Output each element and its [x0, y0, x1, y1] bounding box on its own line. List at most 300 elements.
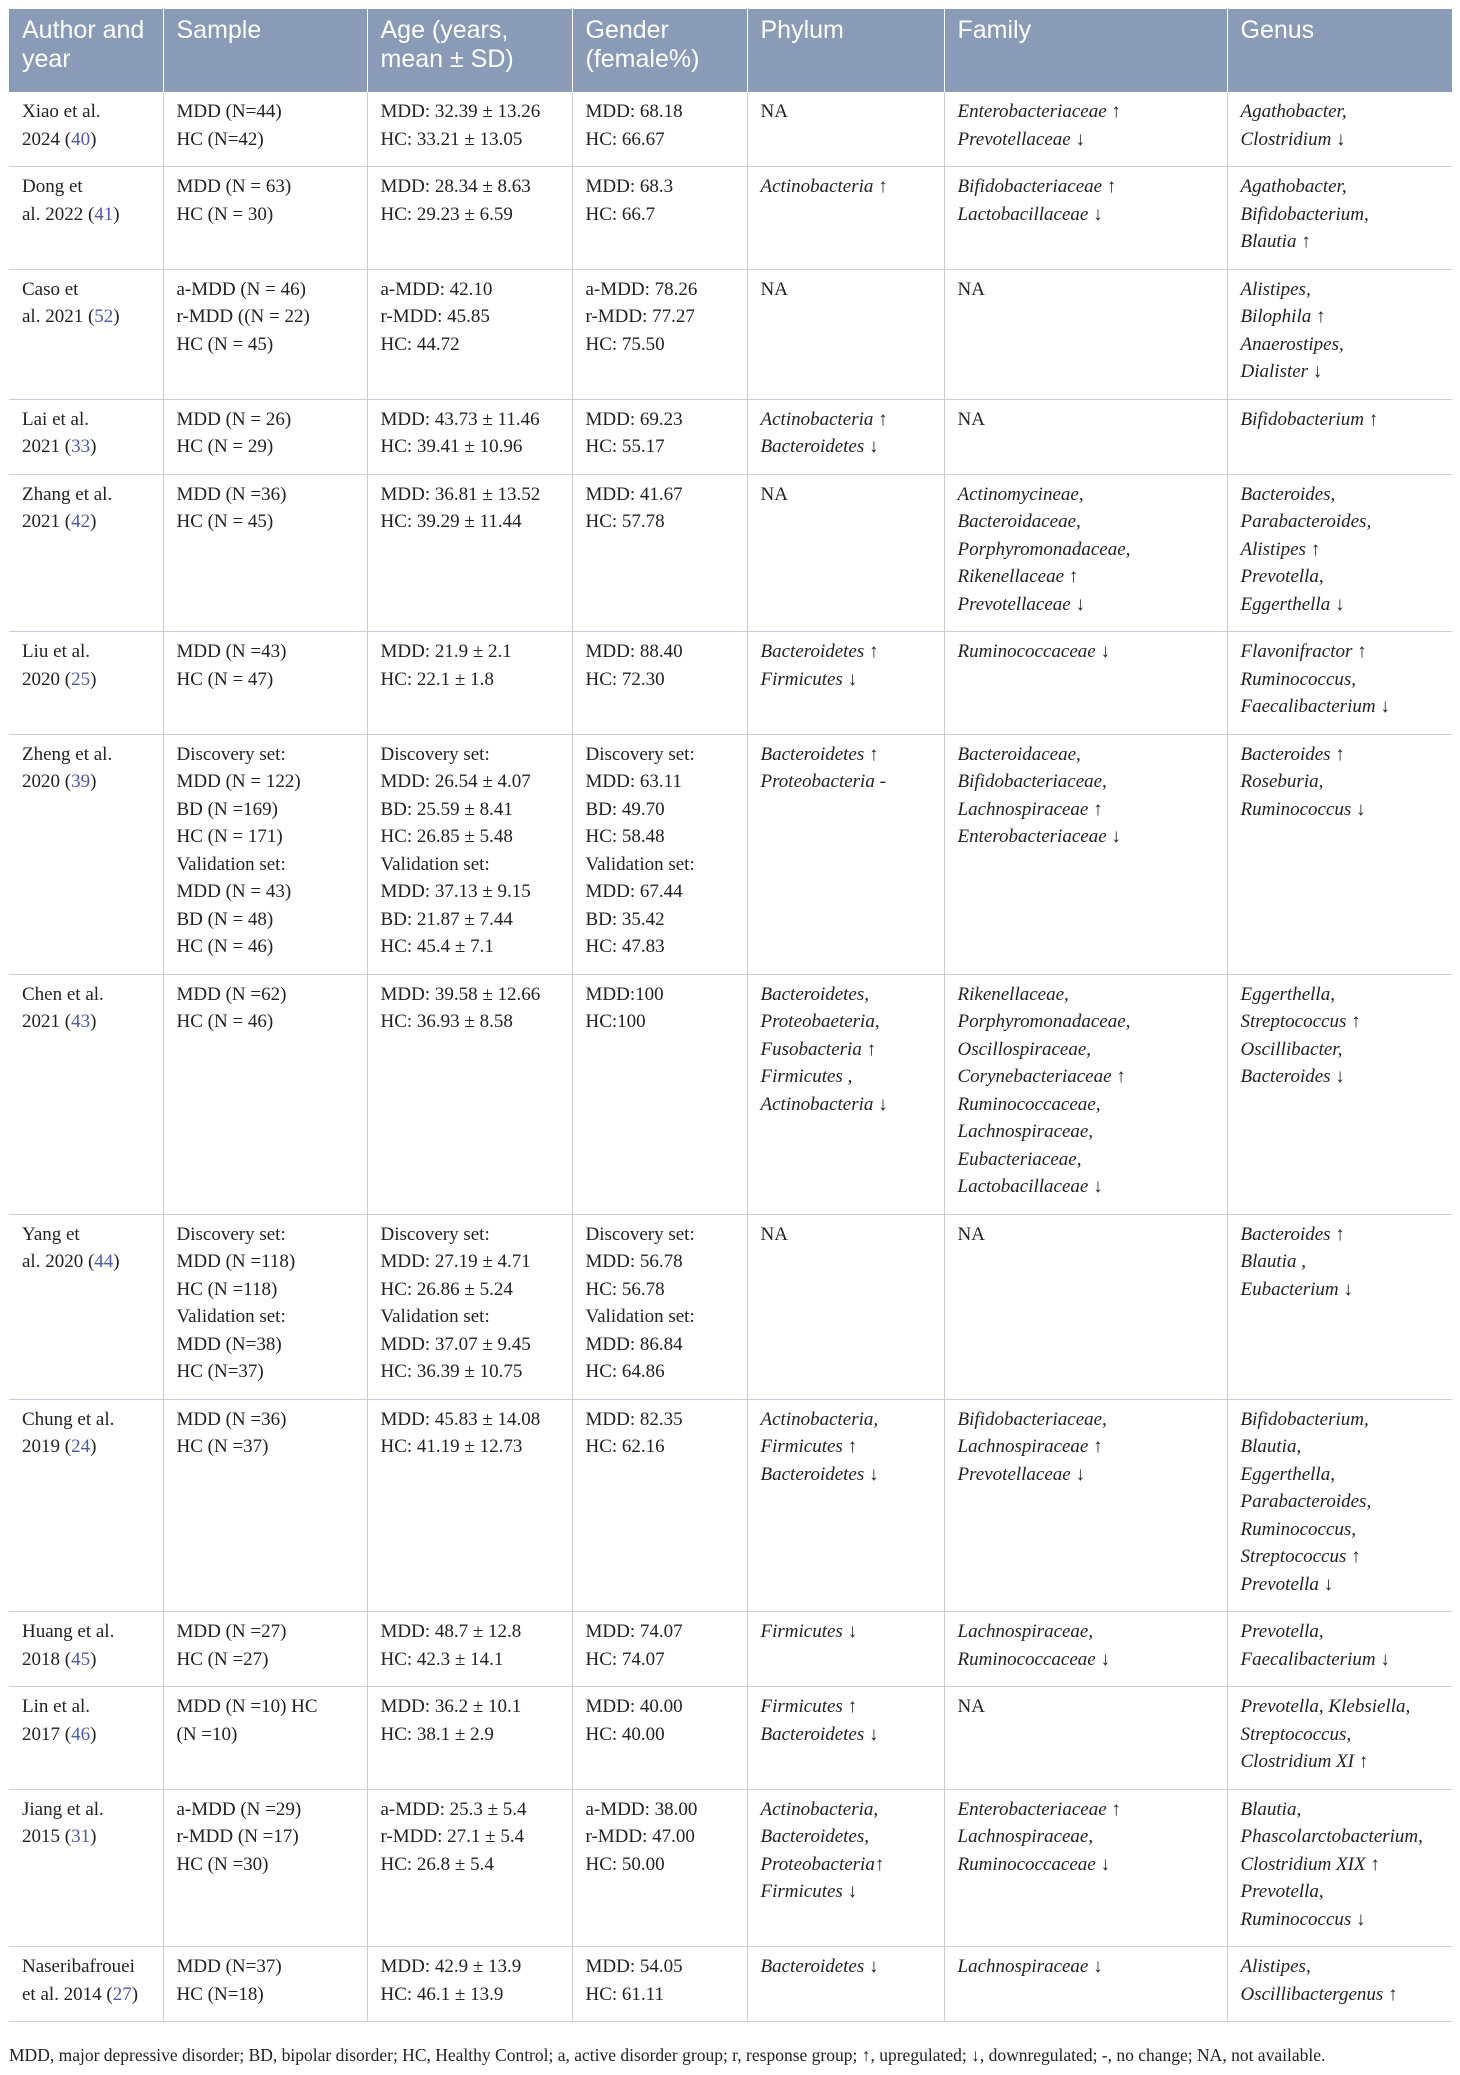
cell-phylum	[747, 1687, 944, 1790]
cell-genus	[1227, 1687, 1452, 1790]
cell-family	[944, 167, 1227, 270]
sample-line: MDD (N =36)	[176, 483, 287, 505]
sample-line: MDD (N = 43)	[176, 881, 292, 902]
age-line: HC: 29.23 ± 6.59	[380, 203, 513, 225]
cell-family	[944, 1687, 1227, 1790]
gender-line: MDD: 68.18	[585, 101, 683, 122]
genus-line: Roseburia,	[1240, 771, 1324, 792]
author-year	[22, 433, 155, 461]
family-line: Bacteroidaceae,	[957, 511, 1081, 532]
year-text: et al. 2014 (	[22, 1983, 113, 2005]
reference-link[interactable]: 24	[71, 1436, 91, 1457]
age-line: HC: 41.19 ± 12.73	[380, 1436, 523, 1457]
genus-line: Ruminococcus,	[1240, 668, 1357, 690]
reference-link[interactable]: 33	[71, 436, 91, 457]
phylum-line: Bacteroidetes ↓	[760, 1723, 879, 1745]
cell-phylum	[747, 474, 944, 632]
cell-author	[9, 1687, 163, 1790]
cell-family	[944, 632, 1227, 735]
age-line: Discovery set:	[380, 743, 490, 765]
sample-line: HC (N = 46)	[176, 1011, 274, 1032]
author-year	[22, 1008, 155, 1036]
cell-family	[944, 474, 1227, 632]
genus-line: Anaerostipes,	[1240, 333, 1344, 355]
genus-line: Prevotella ↓	[1240, 1573, 1334, 1595]
genus-line: Clostridium XI ↑	[1240, 1751, 1369, 1772]
cell-gender	[572, 1399, 747, 1612]
genus-line: Oscillibactergenus ↑	[1240, 1983, 1398, 2005]
genus-line: Prevotella, Klebsiella,	[1240, 1696, 1411, 1717]
cell-gender	[572, 632, 747, 735]
family-line: Enterobacteriaceae ↑	[957, 101, 1121, 122]
gender-line: MDD: 69.23	[585, 408, 683, 430]
genus-line: Eubacterium ↓	[1240, 1278, 1353, 1300]
genus-line: Streptococcus ↑	[1240, 1011, 1361, 1032]
age-line: MDD: 42.9 ± 13.9	[380, 1956, 522, 1977]
cell-genus	[1227, 167, 1452, 270]
sample-line: MDD (N=37)	[176, 1956, 282, 1977]
genus-line: Bifidobacterium,	[1240, 1408, 1369, 1430]
genus-line: Streptococcus,	[1240, 1723, 1352, 1745]
phylum-line: Firmicutes ↓	[760, 1881, 858, 1902]
cell-phylum	[747, 1612, 944, 1687]
gender-line: MDD: 54.05	[585, 1956, 683, 1977]
sample-line: Discovery set:	[176, 1223, 286, 1245]
sample-line: HC (N =118)	[176, 1278, 278, 1300]
year-close: )	[90, 1723, 97, 1745]
cell-gender	[572, 167, 747, 270]
cell-age	[367, 167, 572, 270]
author-year	[22, 1981, 155, 2009]
age-line: HC: 44.72	[380, 333, 460, 355]
reference-link[interactable]: 27	[112, 1983, 132, 2005]
phylum-line: Firmicutes ↓	[760, 1621, 858, 1642]
cell-gender	[572, 734, 747, 974]
phylum-line: Firmicutes ,	[760, 1066, 853, 1087]
cell-age	[367, 399, 572, 474]
year-close: )	[90, 1436, 97, 1457]
family-line: NA	[957, 408, 985, 430]
reference-link[interactable]: 44	[94, 1251, 114, 1272]
author-year	[22, 1721, 155, 1749]
sample-line: Validation set:	[176, 1306, 286, 1327]
age-line: HC: 39.41 ± 10.96	[380, 436, 523, 457]
gender-line: MDD: 88.40	[585, 641, 683, 662]
family-line: Lachnospiraceae ↑	[957, 798, 1103, 820]
author-year	[22, 508, 155, 536]
cell-genus	[1227, 474, 1452, 632]
gender-line: MDD: 86.84	[585, 1333, 683, 1355]
cell-genus	[1227, 974, 1452, 1214]
gender-line: Validation set:	[585, 853, 695, 875]
family-line: Porphyromonadaceae,	[957, 538, 1131, 560]
cell-age	[367, 269, 572, 399]
gender-line: BD: 49.70	[585, 798, 665, 820]
age-line: HC: 26.86 ± 5.24	[380, 1278, 513, 1300]
year-close: )	[90, 1826, 97, 1847]
family-line: Lachnospiraceae ↑	[957, 1436, 1103, 1457]
reference-link[interactable]: 45	[71, 1648, 91, 1670]
age-line: HC: 39.29 ± 11.44	[380, 511, 522, 532]
year-text: 2021 (	[22, 511, 72, 532]
reference-link[interactable]: 25	[71, 668, 91, 690]
cell-author	[9, 269, 163, 399]
family-line: Lachnospiraceae,	[957, 1621, 1094, 1642]
genus-line: Bilophila ↑	[1240, 306, 1326, 327]
gender-line: r-MDD: 77.27	[585, 306, 695, 327]
cell-gender	[572, 92, 747, 167]
cell-genus	[1227, 1399, 1452, 1612]
genus-line: Streptococcus ↑	[1240, 1546, 1361, 1567]
family-line: Bifidobacteriaceae ↑	[957, 176, 1117, 197]
sample-line: HC (N=18)	[176, 1983, 264, 2005]
header-sample: Sample	[163, 9, 367, 92]
gender-line: MDD:100	[585, 983, 664, 1005]
sample-line: HC (N = 30)	[176, 203, 274, 225]
sample-line: MDD (N =43)	[176, 641, 287, 662]
year-text: 2021 (	[22, 436, 72, 457]
sample-line: HC (N =30)	[176, 1853, 269, 1875]
cell-author	[9, 734, 163, 974]
family-line: NA	[957, 1696, 985, 1717]
sample-line: MDD (N =36)	[176, 1408, 287, 1430]
family-line: Prevotellaceae ↓	[957, 1463, 1085, 1485]
age-line: HC: 42.3 ± 14.1	[380, 1648, 504, 1670]
age-line: MDD: 48.7 ± 12.8	[380, 1621, 522, 1642]
gender-line: HC: 47.83	[585, 936, 665, 957]
cell-age	[367, 1612, 572, 1687]
reference-link[interactable]: 42	[71, 511, 91, 532]
gender-line: MDD: 82.35	[585, 1408, 683, 1430]
age-line: MDD: 45.83 ± 14.08	[380, 1408, 541, 1430]
phylum-line: Proteobacteria↑	[760, 1853, 885, 1875]
table-row	[9, 974, 1452, 1214]
genus-line: Ruminococcus ↓	[1240, 1908, 1366, 1930]
sample-line: BD (N =169)	[176, 798, 278, 820]
phylum-line: Proteobaeteria,	[760, 1011, 880, 1032]
age-line: r-MDD: 27.1 ± 5.4	[380, 1826, 525, 1847]
phylum-line: Firmicutes ↑	[760, 1696, 858, 1717]
cell-phylum	[747, 92, 944, 167]
cell-phylum	[747, 167, 944, 270]
genus-line: Bifidobacterium ↑	[1240, 408, 1379, 430]
author-name: Caso et	[22, 278, 79, 300]
family-line: Lachnospiraceae,	[957, 1121, 1094, 1142]
cell-phylum	[747, 1947, 944, 2022]
family-line: NA	[957, 1223, 985, 1245]
phylum-line: Bacteroidetes ↑	[760, 641, 879, 662]
genus-line: Bacteroides ↓	[1240, 1066, 1345, 1087]
cell-genus	[1227, 632, 1452, 735]
genus-line: Bifidobacterium,	[1240, 203, 1369, 225]
cell-author	[9, 1789, 163, 1947]
phylum-line: NA	[760, 483, 788, 505]
genus-line: Parabacteroides,	[1240, 1491, 1372, 1512]
reference-link[interactable]: 31	[71, 1826, 91, 1847]
year-text: 2019 (	[22, 1436, 72, 1457]
phylum-line: Actinobacteria,	[760, 1408, 879, 1430]
cell-sample	[163, 167, 367, 270]
table-row	[9, 1214, 1452, 1399]
genus-line: Agathobacter,	[1240, 176, 1347, 197]
cell-phylum	[747, 734, 944, 974]
age-line: MDD: 36.2 ± 10.1	[380, 1696, 522, 1717]
reference-link[interactable]: 39	[71, 771, 91, 792]
year-close: )	[90, 128, 97, 150]
family-line: Eubacteriaceae,	[957, 1148, 1082, 1170]
sample-line: MDD (N =27)	[176, 1621, 287, 1642]
age-line: Validation set:	[380, 1306, 490, 1327]
table-row	[9, 1947, 1452, 2022]
author-name: Zheng et al.	[22, 743, 113, 765]
sample-line: MDD (N=38)	[176, 1333, 282, 1355]
gender-line: HC:100	[585, 1011, 646, 1032]
family-line: Lactobacillaceae ↓	[957, 1176, 1103, 1197]
reference-link[interactable]: 43	[71, 1011, 91, 1032]
phylum-line: Bacteroidetes ↓	[760, 436, 879, 457]
gender-line: HC: 57.78	[585, 511, 665, 532]
cell-phylum	[747, 1789, 944, 1947]
cell-age	[367, 1214, 572, 1399]
author-year	[22, 768, 155, 796]
author-name: Huang et al.	[22, 1621, 115, 1642]
cell-gender	[572, 1214, 747, 1399]
table-row	[9, 632, 1452, 735]
sample-line: r-MDD (N =17)	[176, 1826, 299, 1847]
cell-author	[9, 399, 163, 474]
cell-family	[944, 1789, 1227, 1947]
phylum-line: NA	[760, 101, 788, 122]
age-line: MDD: 27.19 ± 4.71	[380, 1251, 531, 1272]
age-line: MDD: 37.07 ± 9.45	[380, 1333, 531, 1355]
gender-line: HC: 61.11	[585, 1983, 664, 2005]
family-line: Prevotellaceae ↓	[957, 593, 1085, 615]
genus-line: Blautia ↑	[1240, 231, 1311, 252]
cell-phylum	[747, 1214, 944, 1399]
family-line: Prevotellaceae ↓	[957, 128, 1085, 150]
family-line: Porphyromonadaceae,	[957, 1011, 1131, 1032]
cell-gender	[572, 974, 747, 1214]
genus-line: Dialister ↓	[1240, 361, 1323, 382]
gender-line: MDD: 68.3	[585, 176, 674, 197]
phylum-line: Bacteroidetes,	[760, 983, 870, 1005]
table-body	[9, 92, 1452, 2022]
cell-gender	[572, 474, 747, 632]
age-line: HC: 45.4 ± 7.1	[380, 936, 494, 957]
age-line: HC: 46.1 ± 13.9	[380, 1983, 504, 2005]
age-line: BD: 25.59 ± 8.41	[380, 798, 513, 820]
age-line: MDD: 37.13 ± 9.15	[380, 881, 531, 902]
cell-phylum	[747, 974, 944, 1214]
cell-sample	[163, 1687, 367, 1790]
year-text: 2015 (	[22, 1826, 72, 1847]
cell-age	[367, 92, 572, 167]
cell-family	[944, 92, 1227, 167]
cell-sample	[163, 632, 367, 735]
year-close: )	[113, 306, 120, 327]
family-line: Oscillospiraceae,	[957, 1038, 1092, 1060]
genus-line: Eggerthella,	[1240, 983, 1335, 1005]
cell-author	[9, 1399, 163, 1612]
sample-line: MDD (N =118)	[176, 1251, 296, 1272]
phylum-line: Firmicutes ↓	[760, 668, 858, 690]
author-year	[22, 1433, 155, 1461]
year-text: 2021 (	[22, 1011, 72, 1032]
cell-family	[944, 1947, 1227, 2022]
year-text: al. 2021 (	[22, 306, 95, 327]
header-genus: Genus	[1227, 9, 1452, 92]
reference-link[interactable]: 41	[94, 203, 114, 225]
cell-age	[367, 734, 572, 974]
gender-line: MDD: 74.07	[585, 1621, 683, 1642]
year-text: 2020 (	[22, 668, 72, 690]
cell-age	[367, 632, 572, 735]
family-line: Enterobacteriaceae ↓	[957, 826, 1121, 847]
author-year	[22, 126, 155, 154]
studies-table	[9, 9, 1452, 2022]
gender-line: HC: 72.30	[585, 668, 665, 690]
family-line: NA	[957, 278, 985, 300]
sample-line: MDD (N = 63)	[176, 176, 292, 197]
age-line: a-MDD: 42.10	[380, 278, 493, 300]
family-line: Lachnospiraceae,	[957, 1826, 1094, 1847]
cell-genus	[1227, 399, 1452, 474]
header-row	[9, 9, 1452, 92]
genus-line: Clostridium ↓	[1240, 128, 1346, 150]
phylum-line: Actinobacteria,	[760, 1798, 879, 1820]
family-line: Bifidobacteriaceae,	[957, 771, 1107, 792]
genus-line: Alistipes,	[1240, 278, 1311, 300]
sample-line: HC (N=37)	[176, 1361, 264, 1382]
sample-line: HC (N = 47)	[176, 668, 274, 690]
gender-line: HC: 56.78	[585, 1278, 665, 1300]
cell-genus	[1227, 1947, 1452, 2022]
genus-line: Clostridium XIX ↑	[1240, 1853, 1380, 1875]
gender-line: HC: 74.07	[585, 1648, 665, 1670]
cell-sample	[163, 1612, 367, 1687]
cell-sample	[163, 1789, 367, 1947]
year-close: )	[90, 771, 97, 792]
table-row	[9, 1612, 1452, 1687]
age-line: HC: 36.39 ± 10.75	[380, 1361, 523, 1382]
sample-line: HC (N =27)	[176, 1648, 269, 1670]
cell-author	[9, 1612, 163, 1687]
family-line: Ruminococcaceae ↓	[957, 1853, 1110, 1875]
gender-line: HC: 66.7	[585, 203, 656, 225]
phylum-line: Bacteroidetes ↓	[760, 1463, 879, 1485]
cell-phylum	[747, 399, 944, 474]
header-family: Family	[944, 9, 1227, 92]
author-name: Jiang et al.	[22, 1798, 104, 1820]
genus-line: Ruminococcus ↓	[1240, 798, 1366, 820]
genus-line: Eggerthella,	[1240, 1463, 1335, 1485]
gender-line: HC: 66.67	[585, 128, 665, 150]
cell-sample	[163, 734, 367, 974]
sample-line: Validation set:	[176, 853, 286, 875]
author-name: Dong et	[22, 176, 83, 197]
phylum-line: Fusobacteria ↑	[760, 1038, 877, 1060]
age-line: MDD: 26.54 ± 4.07	[380, 771, 531, 792]
cell-gender	[572, 269, 747, 399]
genus-line: Ruminococcus,	[1240, 1518, 1357, 1540]
header-age: Age (years, mean ± SD)	[367, 9, 572, 92]
cell-age	[367, 1789, 572, 1947]
gender-line: MDD: 41.67	[585, 483, 683, 505]
sample-line: a-MDD (N =29)	[176, 1798, 302, 1820]
family-line: Ruminococcaceae ↓	[957, 1648, 1110, 1670]
sample-line: Discovery set:	[176, 743, 286, 765]
year-text: 2018 (	[22, 1648, 72, 1670]
genus-line: Faecalibacterium ↓	[1240, 1648, 1390, 1670]
cell-author	[9, 167, 163, 270]
cell-gender	[572, 1612, 747, 1687]
cell-genus	[1227, 1214, 1452, 1399]
table-container	[9, 9, 1452, 2022]
cell-author	[9, 1947, 163, 2022]
sample-line: a-MDD (N = 46)	[176, 278, 306, 300]
sample-line: HC (N = 171)	[176, 826, 283, 847]
cell-sample	[163, 269, 367, 399]
year-close: )	[90, 1648, 97, 1670]
cell-genus	[1227, 1789, 1452, 1947]
age-line: HC: 22.1 ± 1.8	[380, 668, 494, 690]
gender-line: BD: 35.42	[585, 908, 665, 930]
family-line: Corynebacteriaceae ↑	[957, 1066, 1126, 1087]
sample-line: HC (N =37)	[176, 1436, 269, 1457]
age-line: HC: 26.85 ± 5.48	[380, 826, 513, 847]
year-close: )	[90, 668, 97, 690]
gender-line: HC: 58.48	[585, 826, 665, 847]
age-line: Discovery set:	[380, 1223, 490, 1245]
family-line: Ruminococcaceae,	[957, 1093, 1101, 1115]
genus-line: Blautia ,	[1240, 1251, 1306, 1272]
age-line: HC: 33.21 ± 13.05	[380, 128, 523, 150]
year-close: )	[90, 1011, 97, 1032]
family-line: Bifidobacteriaceae,	[957, 1408, 1107, 1430]
cell-sample	[163, 92, 367, 167]
cell-family	[944, 1612, 1227, 1687]
header-gender: Gender (female%)	[572, 9, 747, 92]
gender-line: HC: 55.17	[585, 436, 665, 457]
genus-line: Parabacteroides,	[1240, 511, 1372, 532]
genus-line: Phascolarctobacterium,	[1240, 1826, 1423, 1847]
year-close: )	[113, 1251, 120, 1272]
year-text: al. 2020 (	[22, 1251, 95, 1272]
gender-line: Validation set:	[585, 1306, 695, 1327]
author-name: Chung et al.	[22, 1408, 115, 1430]
cell-age	[367, 1947, 572, 2022]
sample-line: HC (N = 29)	[176, 436, 274, 457]
reference-link[interactable]: 52	[94, 306, 114, 327]
cell-sample	[163, 1947, 367, 2022]
genus-line: Bacteroides,	[1240, 483, 1336, 505]
author-year	[22, 1646, 155, 1674]
header-phylum: Phylum	[747, 9, 944, 92]
age-line: MDD: 39.58 ± 12.66	[380, 983, 541, 1005]
cell-gender	[572, 1789, 747, 1947]
genus-line: Prevotella,	[1240, 1621, 1324, 1642]
author-name: Xiao et al.	[22, 101, 101, 122]
phylum-line: NA	[760, 1223, 788, 1245]
genus-line: Faecalibacterium ↓	[1240, 696, 1390, 717]
reference-link[interactable]: 46	[71, 1723, 91, 1745]
cell-genus	[1227, 92, 1452, 167]
sample-line: HC (N = 45)	[176, 511, 274, 532]
table-row	[9, 92, 1452, 167]
sample-line: MDD (N = 26)	[176, 408, 292, 430]
gender-line: MDD: 67.44	[585, 881, 683, 902]
reference-link[interactable]: 40	[71, 128, 91, 150]
